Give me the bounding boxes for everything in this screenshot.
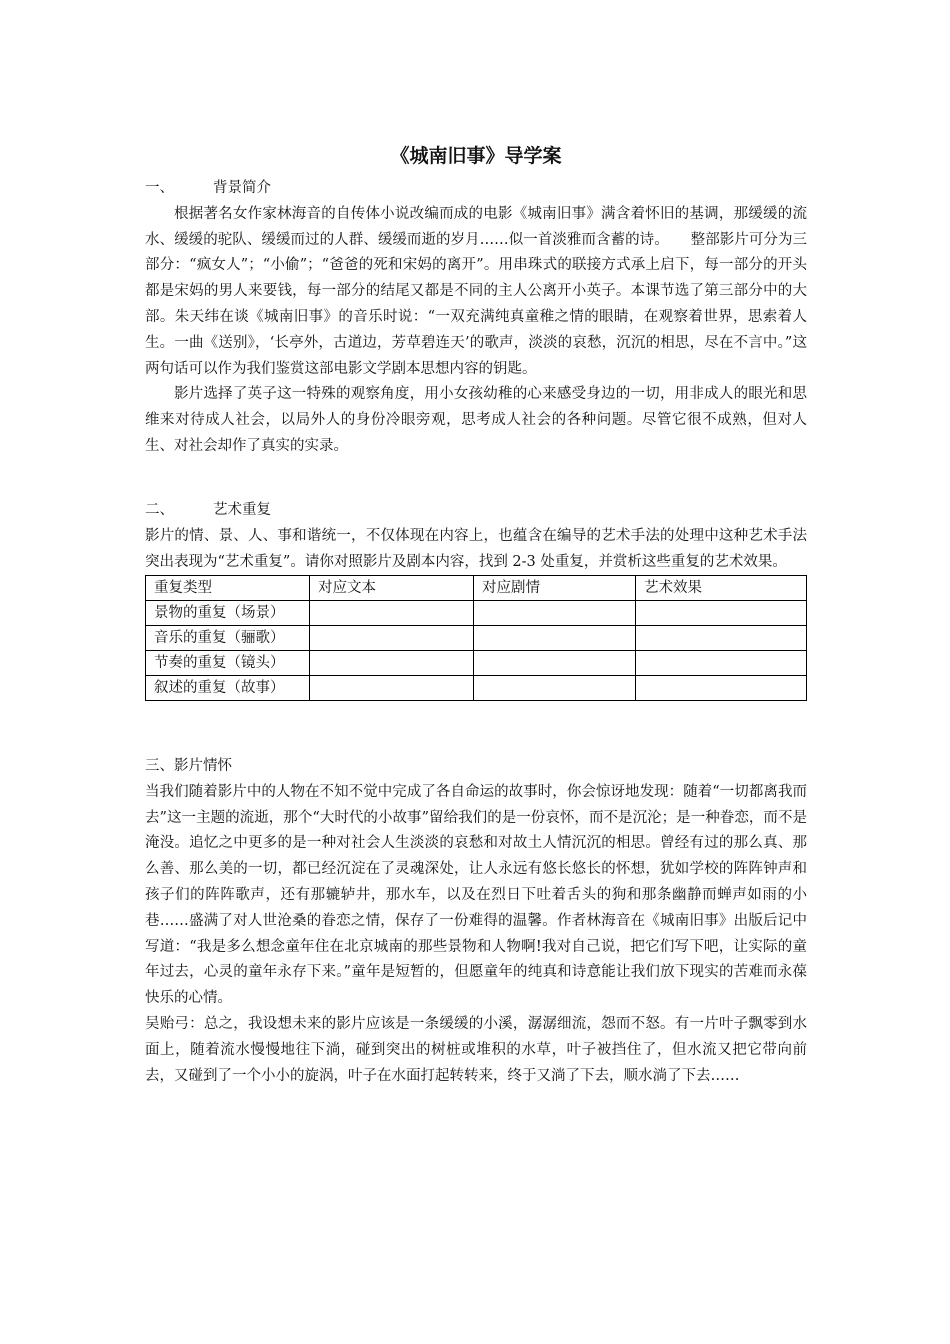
table-row — [146, 676, 807, 701]
table-row — [146, 651, 807, 676]
section-film-sentiment — [145, 754, 807, 1089]
table-cell-empty[interactable] — [310, 651, 474, 676]
table-cell-empty[interactable] — [310, 626, 474, 651]
section-title: 背景简介 — [213, 180, 271, 196]
section-heading — [145, 498, 807, 524]
paragraph: 吴贻弓：总之，我设想未来的影片应该是一条缓缓的小溪，潺潺细流，怨而不怒。有一片叶子飘零到水面上，随着流水慢慢地往下淌，碰到突出的树桩或堆积的水草，叶子被挡住了，但水流又把它带向前去，又碰到了一个小小的旋涡，叶子在水面打起转转来，终于又淌了下去，顺水淌了下去…… — [145, 1015, 807, 1084]
table-cell: 节奏的重复（镜头） — [146, 651, 310, 676]
paragraph: 根据著名女作家林海音的自传体小说改编而成的电影《城南旧事》满含着怀旧的基调，那缓缓的流水、缓缓的驼队、缓缓而过的人群、缓缓而逝的岁月……似一首淡雅而含蓄的诗。 整部影片可分为三部分：“疯女人”；“小偷”；“爸爸的死和宋妈的离开”。用串珠式的联接方式承上启下，每一部分的开头都是宋妈的男人来要钱，每一部分的结尾又都是不同的主人公离开小英子。本课节选了第三部分中的大部。朱天纬在谈《城南旧事》的音乐时说：“一双充满纯真童稚之情的眼睛，在观察着世界，思索着人生。一曲《送别》，‘长亭外，古道边，芳草碧连天’的歌声，淡淡的哀愁，沉沉的相思，尽在不言中。”这两句话可以作为我们鉴赏这部电影文学剧本思想内容的钥匙。 — [145, 205, 807, 377]
table-cell-empty[interactable] — [474, 651, 636, 676]
table-row — [146, 601, 807, 626]
page-title: 《城南旧事》导学案 — [390, 145, 562, 167]
table-cell-empty[interactable] — [636, 601, 807, 626]
table-cell-empty[interactable] — [474, 601, 636, 626]
table-cell-empty[interactable] — [474, 626, 636, 651]
table-header-cell: 对应剧情 — [474, 576, 636, 601]
section-heading — [145, 754, 807, 780]
paragraph: 当我们随着影片中的人物在不知不觉中完成了各自命运的故事时，你会惊讶地发现：随着“一切都离我而去”这一主题的流逝，那个“大时代的小故事”留给我们的是一份哀怀，而不是沉沦；是一种眷恋，而不是淹没。追忆之中更多的是一种对社会人生淡淡的哀愁和对故土人情沉沉的相思。曾经有过的那么真、那么善、那么美的一切，都已经沉淀在了灵魂深处，让人永远有悠长悠长的怀想，犹如学校的阵阵钟声和孩子们的阵阵歌声，还有那辘轳井，那水车，以及在烈日下吐着舌头的狗和那条幽静而蝉声如雨的小巷……盛满了对人世沧桑的眷恋之情，保存了一份难得的温馨。作者林海音在《城南旧事》出版后记中写道：“我是多么想念童年住在北京城南的那些景物和人物啊!我对自己说，把它们写下吧，让实际的童年过去，心灵的童年永存下来。”童年是短暂的，但愿童年的纯真和诗意能让我们放下现实的苦难而永葆快乐的心情。 — [145, 783, 807, 1007]
table-cell-empty[interactable] — [636, 651, 807, 676]
paragraph: 影片选择了英子这一特殊的观察角度，用小女孩幼稚的心来感受身边的一切，用非成人的眼光和思维来对待成人社会，以局外人的身份冷眼旁观，思考成人社会的各种问题。尽管它很不成熟，但对人生、对社会却作了真实的实录。 — [145, 386, 807, 454]
table-row — [146, 626, 807, 651]
table-cell-empty[interactable] — [474, 676, 636, 701]
table-cell-empty[interactable] — [636, 626, 807, 651]
table-header-cell: 艺术效果 — [636, 576, 807, 601]
section-heading — [145, 176, 807, 202]
table-cell-empty[interactable] — [310, 601, 474, 626]
table-cell: 景物的重复（场景） — [146, 601, 310, 626]
section-number: 二、 — [145, 502, 174, 518]
table-cell-empty[interactable] — [310, 676, 474, 701]
table-cell: 叙述的重复（故事） — [146, 676, 310, 701]
table-cell-empty[interactable] — [636, 676, 807, 701]
repetition-table — [145, 575, 807, 701]
table-header-cell: 重复类型 — [146, 576, 310, 601]
table-header-row — [146, 576, 807, 601]
section-background — [145, 176, 807, 460]
section-title: 艺术重复 — [213, 502, 271, 518]
section-number: 一、 — [145, 180, 174, 196]
table-header-cell: 对应文本 — [310, 576, 474, 601]
table-cell: 音乐的重复（骊歌） — [146, 626, 310, 651]
paragraph: 影片的情、景、人、事和谐统一，不仅体现在内容上，也蕴含在编导的艺术手法的处理中这种艺术手法突出表现为“艺术重复”。请你对照影片及剧本内容，找到 2-3 处重复，并赏析这些重复的艺术效果。 — [145, 527, 807, 570]
section-art-repetition — [145, 498, 807, 701]
section-title: 三、影片情怀 — [145, 758, 232, 774]
